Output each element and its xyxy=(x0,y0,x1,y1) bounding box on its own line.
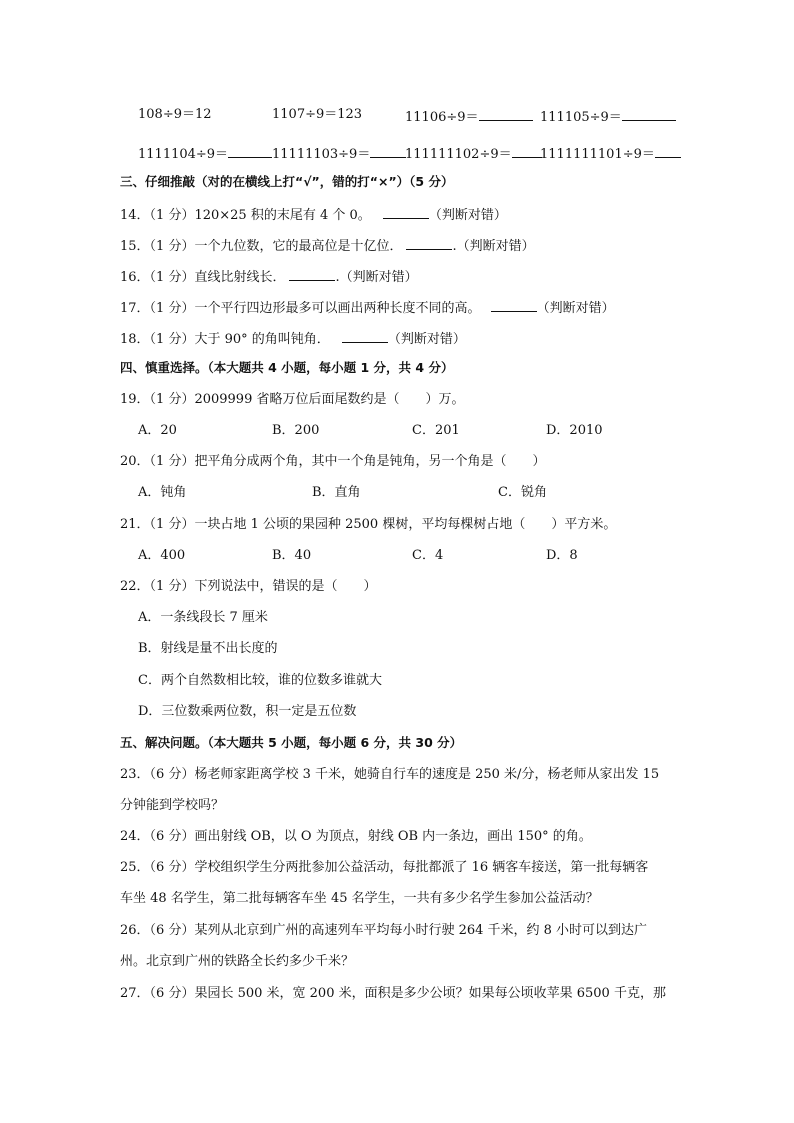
question-text: 直线比射线长． xyxy=(194,270,286,285)
question-score: （1 分） xyxy=(149,301,195,316)
question-hint: .（判断对错） xyxy=(335,270,418,285)
answer-blank[interactable] xyxy=(622,106,676,121)
question-score: （1 分） xyxy=(149,208,195,223)
question-number: 14． xyxy=(120,208,150,223)
question-score: （1 分） xyxy=(149,332,195,347)
option-d[interactable]: D．2010 xyxy=(546,423,603,438)
option-c[interactable]: C．锐角 xyxy=(498,485,547,500)
question-number: 15． xyxy=(120,239,150,254)
option-d[interactable]: D．8 xyxy=(546,548,578,563)
option-b[interactable]: B．射线是量不出长度的 xyxy=(138,641,278,656)
question-text: 一个平行四边形最多可以画出两种长度不同的高。 xyxy=(194,301,481,316)
question-26-cont: 州。北京到广州的铁路全长约多少千米？ xyxy=(120,954,355,969)
question-18 xyxy=(120,328,466,349)
section-heading: 三、仔细推敲（对的在横线上打“√”，错的打“×”）（5 分） xyxy=(120,174,454,189)
question-score: （1 分） xyxy=(149,239,195,254)
question-number: 17． xyxy=(120,301,150,316)
equation-text: 11111103÷9＝ xyxy=(272,147,371,162)
question-hint: .（判断对错） xyxy=(452,239,535,254)
equation-text: 1111104÷9＝ xyxy=(138,147,229,162)
answer-blank[interactable] xyxy=(491,297,537,312)
option-b[interactable]: B．40 xyxy=(272,548,312,563)
option-c[interactable]: C．201 xyxy=(412,423,460,438)
question-score: （1 分） xyxy=(149,270,195,285)
answer-blank[interactable] xyxy=(406,235,452,250)
equation xyxy=(405,106,533,127)
question-number: 16． xyxy=(120,270,150,285)
equation-text: 111111102÷9＝ xyxy=(405,147,512,162)
option-d[interactable]: D．三位数乘两位数，积一定是五位数 xyxy=(138,704,357,719)
equation-text: 111105÷9＝ xyxy=(540,110,622,125)
equation xyxy=(272,143,406,164)
equation xyxy=(540,143,681,164)
answer-blank[interactable] xyxy=(289,266,335,281)
question-hint: （判断对错） xyxy=(387,332,466,347)
option-c[interactable]: C．4 xyxy=(412,548,444,563)
question-24: 24．（6 分）画出射线 OB，以 O 为顶点，射线 OB 内一条边，画出 150° 的角。 xyxy=(120,829,592,844)
option-c[interactable]: C．两个自然数相比较，谁的位数多谁就大 xyxy=(138,673,382,688)
question-23-cont: 分钟能到学校吗？ xyxy=(120,798,225,813)
equation xyxy=(405,143,542,164)
answer-blank[interactable] xyxy=(655,143,681,158)
option-b[interactable]: B．200 xyxy=(272,423,320,438)
question-27: 27．（6 分）果园长 500 米，宽 200 米，面积是多少公顷？如果每公顷收苹果 6500 千克，那 xyxy=(120,986,666,1001)
option-a[interactable]: A．钝角 xyxy=(138,485,187,500)
question-22-stem: 22．（1 分）下列说法中，错误的是（ ） xyxy=(120,579,377,594)
question-19-stem: 19．（1 分）2009999 省略万位后面尾数约是（ ）万。 xyxy=(120,392,465,407)
answer-blank[interactable] xyxy=(479,106,533,121)
question-25-cont: 车坐 48 名学生，第二批每辆客车坐 45 名学生，一共有多少名学生参加公益活动？ xyxy=(120,891,599,906)
question-text: 120×25 积的末尾有 4 个 0。 xyxy=(194,208,371,223)
answer-blank[interactable] xyxy=(342,328,388,343)
equation-text: 11106÷9＝ xyxy=(405,110,479,125)
option-a[interactable]: A．400 xyxy=(138,548,186,563)
answer-blank[interactable] xyxy=(228,143,272,158)
option-a[interactable]: A．20 xyxy=(138,423,177,438)
question-21-stem: 21．（1 分）一块占地 1 公顷的果园种 2500 棵树，平均每棵树占地（ ）平方米。 xyxy=(120,517,617,532)
question-number: 18． xyxy=(120,332,150,347)
answer-blank[interactable] xyxy=(383,204,429,219)
question-hint: （判断对错） xyxy=(428,208,507,223)
question-25: 25．（6 分）学校组织学生分两批参加公益活动，每批都派了 16 辆客车接送，第一批每辆客 xyxy=(120,860,649,875)
option-a[interactable]: A．一条线段长 7 厘米 xyxy=(138,610,268,625)
section-heading: 四、慎重选择。（本大题共 4 小题，每小题 1 分，共 4 分） xyxy=(120,360,454,375)
question-26: 26．（6 分）某列从北京到广州的高速列车平均每小时行驶 264 千米，约 8 小时可以到达广 xyxy=(120,923,648,938)
section-heading: 五、解决问题。（本大题共 5 小题，每小题 6 分，共 30 分） xyxy=(120,735,463,750)
equation xyxy=(540,106,676,127)
equation-text: 1111111101÷9＝ xyxy=(540,147,655,162)
answer-blank[interactable] xyxy=(512,143,542,158)
question-14 xyxy=(120,204,507,225)
question-hint: （判断对错） xyxy=(536,301,615,316)
question-20-stem: 20．（1 分）把平角分成两个角，其中一个角是钝角，另一个角是（ ） xyxy=(120,454,546,469)
question-text: 一个九位数，它的最高位是十亿位． xyxy=(194,239,403,254)
equation xyxy=(138,143,272,164)
question-16 xyxy=(120,266,418,287)
equation: 1107÷9＝123 xyxy=(272,107,363,122)
option-b[interactable]: B．直角 xyxy=(312,485,361,500)
answer-blank[interactable] xyxy=(370,143,406,158)
equation: 108÷9＝12 xyxy=(138,107,212,122)
question-23: 23．（6 分）杨老师家距离学校 3 千米，她骑自行车的速度是 250 米/分，杨老师从家出发 15 xyxy=(120,767,660,782)
question-17 xyxy=(120,297,615,318)
question-15 xyxy=(120,235,535,256)
question-text: 大于 90° 的角叫钝角． xyxy=(194,332,330,347)
